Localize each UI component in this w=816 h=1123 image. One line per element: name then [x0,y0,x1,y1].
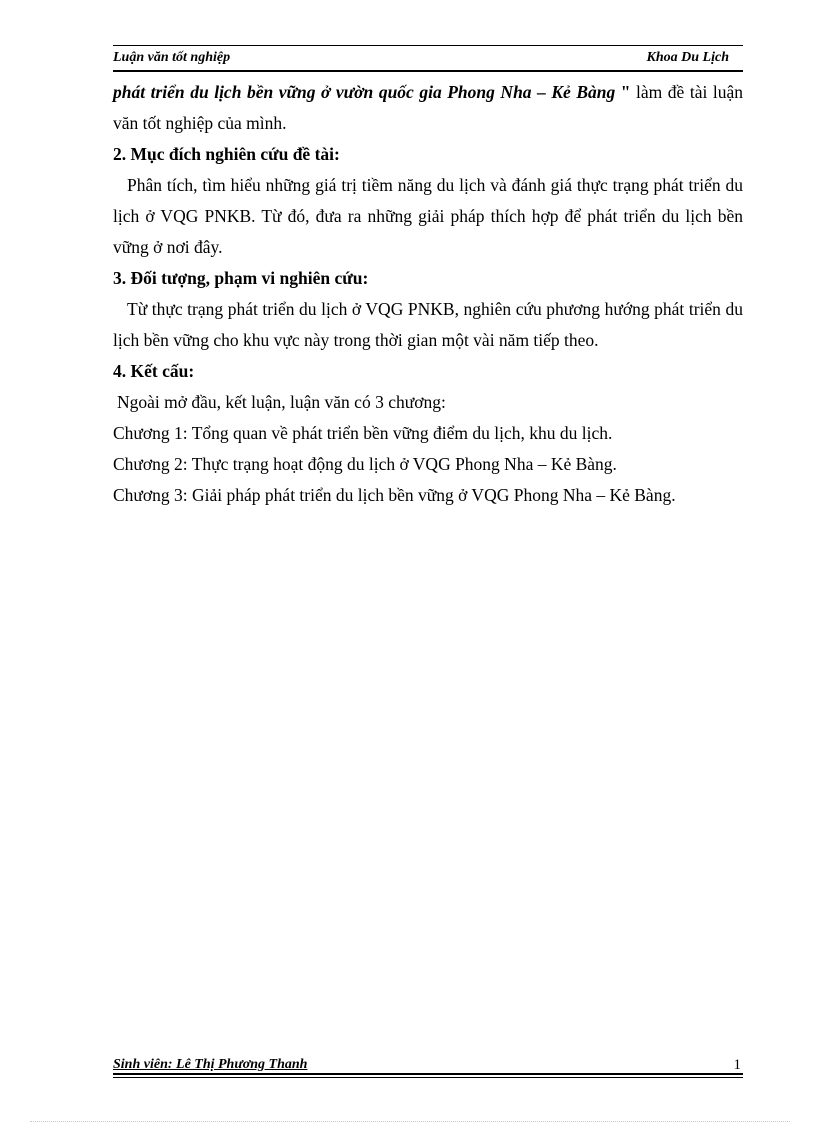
header-rule-bottom [113,70,743,72]
footer-page-number: 1 [733,1057,741,1073]
header-rule-top [113,45,743,46]
intro-quote-mark: " [615,82,631,102]
intro-title-emphasis: phát triển du lịch bền vững ở vườn quốc gia Phong Nha – Kẻ Bàng [113,82,616,102]
section-heading-scope: 3. Đối tượng, phạm vi nghiên cứu: [113,268,369,288]
footer-rule-top [113,1073,743,1075]
document-body [113,77,743,511]
section-heading-purpose: 2. Mục đích nghiên cứu đề tài: [113,144,340,164]
chapter-3-line: Chương 3: Giải pháp phát triển du lịch bền vững ở VQG Phong Nha – Kẻ Bàng. [113,485,676,505]
section-text-structure: Ngoài mở đầu, kết luận, luận văn có 3 chương: [117,392,446,412]
intro-paragraph [113,77,743,139]
intro-tail: làm đề tài luận văn tốt nghiệp của mình. [113,82,743,133]
footer-rule-bottom [113,1077,743,1078]
chapter-2-line: Chương 2: Thực trạng hoạt động du lịch ở VQG Phong Nha – Kẻ Bàng. [113,454,617,474]
chapter-1-line: Chương 1: Tổng quan về phát triển bền vững điểm du lịch, khu du lịch. [113,423,613,443]
page-edge-divider [30,1121,790,1122]
header-thesis-label: Luận văn tốt nghiệp [113,50,231,65]
page-header [113,50,743,70]
section-heading-structure: 4. Kết cấu: [113,361,195,381]
section-text-purpose: Phân tích, tìm hiểu những giá trị tiềm năng du lịch và đánh giá thực trạng phát triển du lịch ở VQG PNKB. Từ đó, đưa ra những giải pháp thích hợp để phát triển du lịch bền vững ở nơi đây. [113,175,743,257]
footer-student-name: Sinh viên: Lê Thị Phương Thanh [113,1057,308,1072]
header-faculty-label: Khoa Du Lịch [646,50,729,65]
section-text-scope: Từ thực trạng phát triển du lịch ở VQG PNKB, nghiên cứu phương hướng phát triển du lịch bền vững cho khu vực này trong thời gian một vài năm tiếp theo. [113,299,743,350]
